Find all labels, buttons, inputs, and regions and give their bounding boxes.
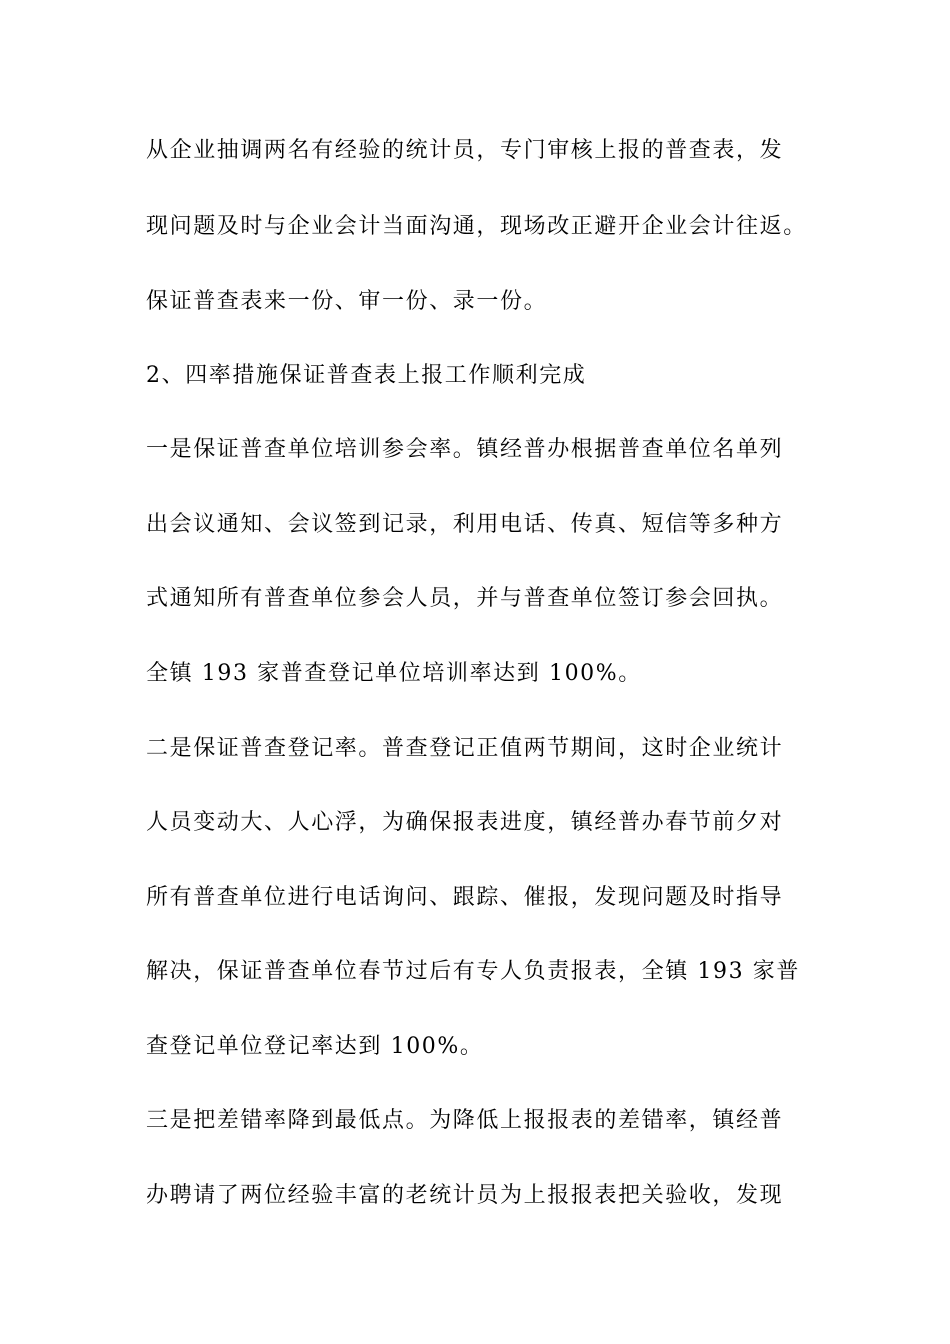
text-line: 一是保证普查单位培训参会率。镇经普办根据普查单位名单列 xyxy=(146,437,784,462)
text-line: 出会议通知、会议签到记录，利用电话、传真、短信等多种方 xyxy=(146,512,784,537)
section-heading: 2、四率措施保证普查表上报工作顺利完成 xyxy=(146,363,587,388)
text-line: 现问题及时与企业会计当面沟通，现场改正避开企业会计往返。 xyxy=(146,214,807,239)
text-line: 式通知所有普查单位参会人员，并与普查单位签订参会回执。 xyxy=(146,586,784,611)
text-line: 二是保证普查登记率。普查登记正值两节期间，这时企业统计 xyxy=(146,736,784,761)
text-line: 三是把差错率降到最低点。为降低上报报表的差错率，镇经普 xyxy=(146,1108,784,1133)
text-line: 查登记单位登记率达到 100%。 xyxy=(146,1034,484,1059)
text-line: 全镇 193 家普查登记单位培训率达到 100%。 xyxy=(146,661,642,686)
text-line: 人员变动大、人心浮，为确保报表进度，镇经普办春节前夕对 xyxy=(146,810,784,835)
text-line: 所有普查单位进行电话询问、跟踪、催报，发现问题及时指导 xyxy=(146,885,784,910)
text-line: 办聘请了两位经验丰富的老统计员为上报报表把关验收，发现 xyxy=(146,1183,784,1208)
text-line: 解决，保证普查单位春节过后有专人负责报表，全镇 193 家普 xyxy=(146,959,800,984)
text-line: 从企业抽调两名有经验的统计员，专门审核上报的普查表，发 xyxy=(146,138,784,163)
text-line: 保证普查表来一份、审一份、录一份。 xyxy=(146,289,548,314)
